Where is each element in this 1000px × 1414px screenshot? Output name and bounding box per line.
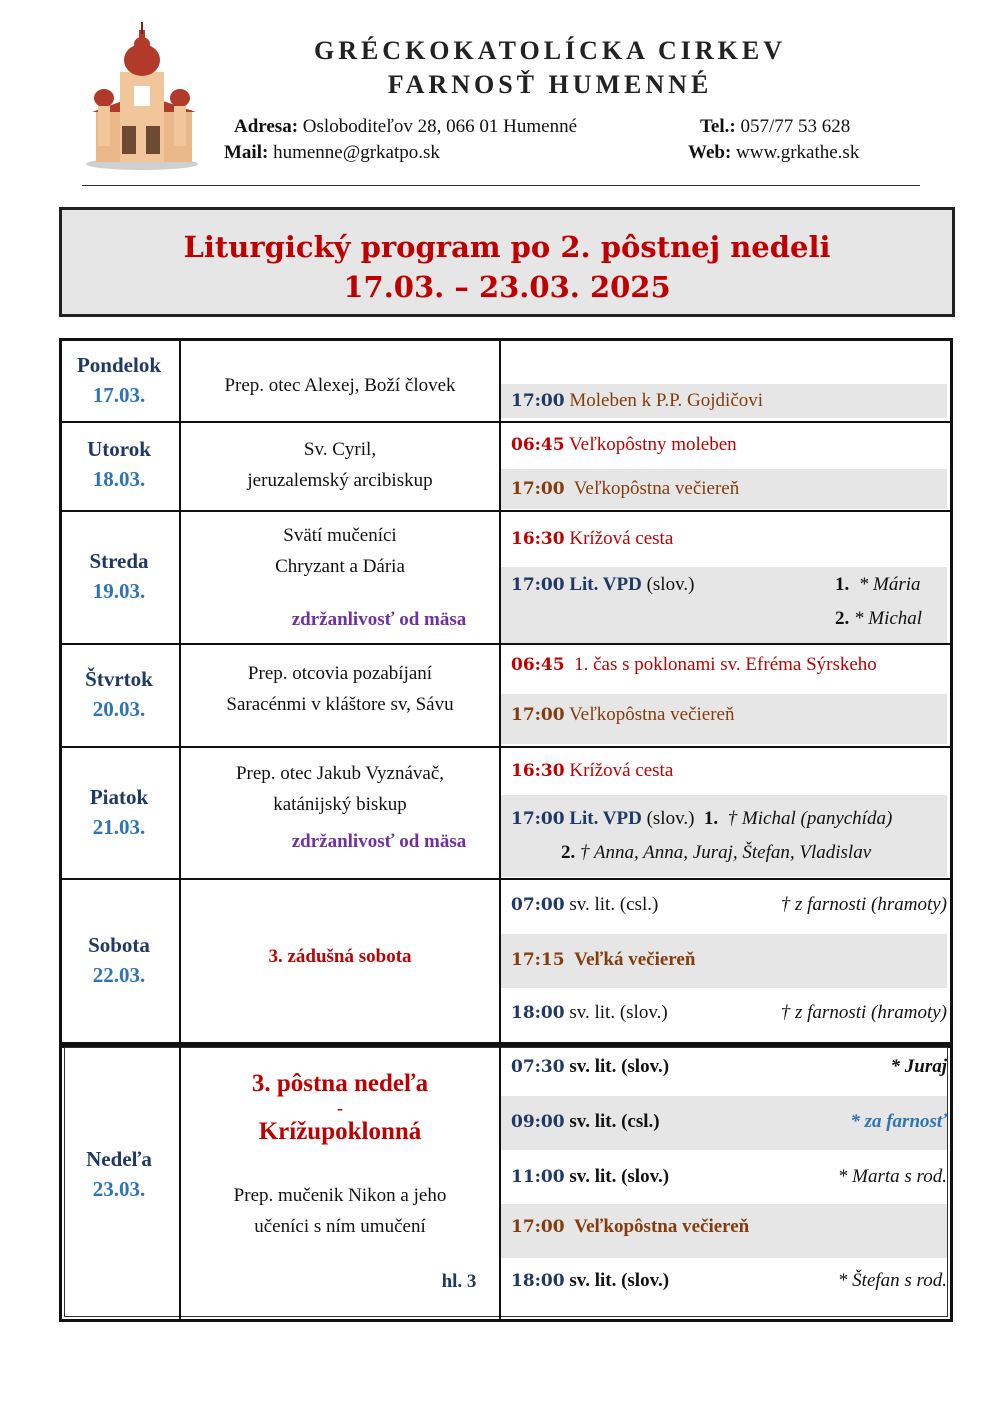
event-row: 17:00 Veľkopôstna večiereň xyxy=(511,478,740,499)
saint-wednesday: Svätí mučeníci Chryzant a Dária xyxy=(275,525,405,577)
tone: hl. 3 xyxy=(441,1271,477,1292)
saint-thursday: Prep. otcovia pozabíjaní Saracénmi v kláštore sv, Sávu xyxy=(226,663,454,715)
event-row: 17:00 Moleben k P.P. Gojdičovi xyxy=(511,390,764,411)
event-row: 18:00 sv. lit. (slov.) * Štefan s rod. xyxy=(511,1270,947,1291)
program-title: Liturgický program po 2. pôstnej nedeli xyxy=(183,230,831,264)
day-sunday: Nedeľa 23.03. xyxy=(86,1147,152,1201)
event-row: 17:00 Veľkopôstna večiereň xyxy=(511,1216,750,1237)
parish-name: FARNOSŤ HUMENNÉ xyxy=(387,70,713,99)
title-box xyxy=(59,207,955,317)
day-thursday: Štvrtok 20.03. xyxy=(85,667,153,721)
day-monday: Pondelok 17.03. xyxy=(76,353,162,407)
sunday-feast: 3. pôstna nedeľa - Krížupoklonná xyxy=(251,1070,429,1145)
event-row: 09:00 sv. lit. (csl.) * za farnosť xyxy=(511,1111,947,1132)
event-row: 16:30 Krížová cesta xyxy=(511,760,674,781)
phone-value: 057/77 53 628 xyxy=(740,116,851,137)
church-logo xyxy=(82,22,202,172)
event-row: 17:00 Veľkopôstna večiereň xyxy=(511,704,735,725)
memorial-saturday: 3. zádušná sobota xyxy=(268,946,412,967)
event-row: 2. † Anna, Anna, Juraj, Štefan, Vladislav xyxy=(561,842,872,863)
event-row: 17:00 Lit. VPD (slov.) 1. † Michal (panychída) xyxy=(511,808,893,829)
event-row: 07:00 sv. lit. (csl.) † z farnosti (hramoty) xyxy=(511,894,947,915)
saint-monday: Prep. otec Alexej, Boží človek xyxy=(224,375,456,396)
day-friday: Piatok 21.03. xyxy=(89,785,149,839)
phone xyxy=(700,116,850,138)
event-row: 16:30 Krížová cesta xyxy=(511,528,674,549)
event-row: 07:30 sv. lit. (slov.) * Juraj xyxy=(511,1056,947,1077)
saint-sunday: Prep. mučenik Nikon a jeho učeníci s ním umučení xyxy=(233,1185,447,1237)
web xyxy=(688,142,859,164)
web-label: Web: xyxy=(688,142,732,163)
event-row: 17:15 Veľká večiereň xyxy=(511,949,696,970)
day-saturday: Sobota 22.03. xyxy=(88,933,150,987)
day-tuesday: Utorok 18.03. xyxy=(87,437,151,491)
program-dates: 17.03. – 23.03. 2025 xyxy=(343,270,671,304)
event-row: 11:00 sv. lit. (slov.) * Marta s rod. xyxy=(511,1166,947,1187)
address-label: Adresa: xyxy=(234,116,299,137)
event-row: 18:00 sv. lit. (slov.) † z farnosti (hramoty) xyxy=(511,1002,947,1023)
address xyxy=(234,116,577,138)
schedule-table: Pondelok 17.03. Prep. otec Alexej, Boží človek 17:00 Moleben k P.P. Gojdičovi Utorok 18.03. Sv. Cyril, jeruzalemský arcibiskup 06:45 Veľkopôstny moleben 17:00 Veľkopôstna večiereň Streda 19.03. Svätí mučeníci Chryzant a Dária zdržanlivosť od mäsa 16:30 Krížová cesta 17:00 Lit. VPD (slov.) 1. * Mária 2. * Michal Štvrtok 20.03. Prep. otcovia pozabíjaní Saracénmi v kláštore sv, Sávu 06:45 1. čas s poklonami sv. Efréma Sýrskeho 17:00 Veľkopôstna večiereň Piatok 21.03. Prep. otec Jakub Vyznávač, katánijský biskup zdržanlivosť od mäsa 16:30 Krížová cesta 17:00 Lit. VPD (slov.) 1. † Michal (panychída) 2. † Anna, Anna, Juraj, Štefan, Vladislav Sobota 22.03. 3. zádušná sobota 07:00 sv. lit. (csl.) † z farnosti (hramoty) 17:15 Veľká večiereň 18:00 sv. lit. (slov.) † z farnosti (hramoty) Nedeľa 23.03. 3. pôstna nedeľa - Krížupoklonná Prep. mučenik Nikon a jeho učeníci s ním umučení hl. 3 07:30 sv. lit. (slov.) * Juraj 09:00 sv. lit. (csl.) * za farnosť 11:00 sv. lit. (slov.) * Marta s rod. 17:00 Veľkopôstna večiereň 18:00 sv. lit. (slov.) * Štefan s rod. xyxy=(59,338,951,1324)
header-divider xyxy=(82,185,920,186)
event-row: 06:45 1. čas s poklonami sv. Efréma Sýrskeho xyxy=(511,654,877,675)
mail-value[interactable]: humenne@grkatpo.sk xyxy=(273,142,440,163)
saint-friday: Prep. otec Jakub Vyznávač, katánijský biskup xyxy=(235,763,445,815)
mail-label: Mail: xyxy=(224,142,269,163)
org-name: GRÉCKOKATOLÍCKA CIRKEV xyxy=(313,36,787,65)
fasting-note: zdržanlivosť od mäsa xyxy=(291,831,467,852)
fasting-note: zdržanlivosť od mäsa xyxy=(291,609,467,630)
web-value[interactable]: www.grkathe.sk xyxy=(736,142,860,163)
address-value: Osloboditeľov 28, 066 01 Humenné xyxy=(302,116,578,137)
phone-label: Tel.: xyxy=(700,116,736,137)
saint-tuesday: Sv. Cyril, jeruzalemský arcibiskup xyxy=(247,439,433,491)
event-row: 06:45 Veľkopôstny moleben xyxy=(511,434,737,455)
mail xyxy=(224,142,440,164)
event-row: 17:00 Lit. VPD (slov.) 1. * Mária xyxy=(511,574,921,595)
day-wednesday: Streda 19.03. xyxy=(89,549,149,603)
